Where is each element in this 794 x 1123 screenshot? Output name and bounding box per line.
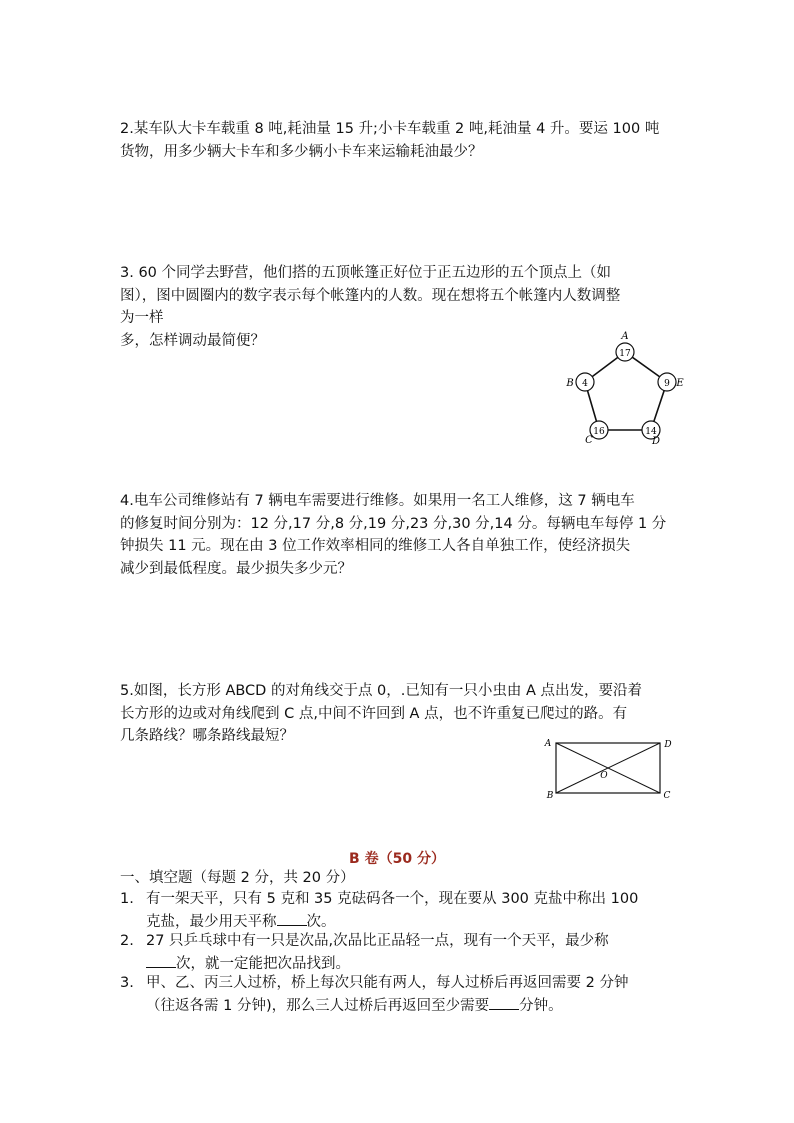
problem-4-line-4: 减少到最低程度。最少损失多少元？ bbox=[120, 560, 352, 577]
item-1-line-2b: 次。 bbox=[306, 913, 336, 930]
tent-c-value: 16 bbox=[593, 427, 605, 437]
item-1-blank[interactable] bbox=[277, 911, 307, 926]
problem-2-line-2: 货物，用多少辆大卡车和多少辆小卡车来运输耗油最少？ bbox=[120, 143, 483, 160]
item-1-number: 1. bbox=[120, 891, 134, 907]
item-2-number: 2. bbox=[120, 933, 134, 949]
problem-2-line-1: 2.某车队大卡车载重 8 吨,耗油量 15 升;小卡车载重 2 吨,耗油量 4 升。要运 100 吨 bbox=[120, 121, 660, 137]
tent-a-value: 17 bbox=[619, 349, 631, 359]
vertex-c-label: C bbox=[585, 435, 593, 445]
problem-3-line-2: 图），图中圆圈内的数字表示每个帐篷内的人数。现在想将五个帐篷内人数调整 bbox=[120, 287, 621, 304]
problem-4-line-1: 4.电车公司维修站有 7 辆电车需要进行维修。如果用一名工人维修，这 7 辆电车 bbox=[120, 493, 635, 509]
item-2-line-1: 27 只乒乓球中有一只是次品,次品比正品轻一点，现有一个天平，最少称 bbox=[146, 933, 609, 949]
problem-5-line-1: 5.如图，长方形 ABCD 的对角线交于点 0，.已知有一只小虫由 A 点出发，要沿着 bbox=[120, 683, 643, 699]
problem-4-line-2: 的修复时间分别为：12 分,17 分,8 分,19 分,23 分,30 分,14 分。每辆电车每停 1 分 bbox=[120, 515, 667, 532]
rectangle-figure bbox=[540, 734, 680, 800]
fill-item-3 bbox=[120, 972, 680, 1017]
fill-item-2 bbox=[120, 930, 680, 975]
problem-4-line-3: 钟损失 11 元。现在由 3 位工作效率相同的维修工人各自单独工作，使经济损失 bbox=[120, 538, 631, 554]
item-3-line-1: 甲、乙、丙三人过桥，桥上每次只能有两人，每人过桥后再返回需要 2 分钟 bbox=[146, 975, 629, 991]
item-3-number: 3. bbox=[120, 975, 134, 991]
point-a-label: A bbox=[544, 739, 552, 749]
point-b-label: B bbox=[546, 791, 554, 800]
vertex-a-label: A bbox=[621, 331, 629, 342]
item-1-line-2a: 克盐，最少用天平称 bbox=[146, 913, 277, 930]
problem-5-line-2: 长方形的边或对角线爬到 C 点,中间不许回到 A 点，也不许重复已爬过的路。有 bbox=[120, 705, 628, 722]
item-2-blank[interactable] bbox=[146, 953, 176, 968]
item-3-line-2a: （往返各需 1 分钟)，那么三人过桥后再返回至少需要 bbox=[146, 997, 490, 1014]
problem-3-line-1: 3. 60 个同学去野营，他们搭的五顶帐篷正好位于正五边形的五个顶点上（如 bbox=[120, 265, 612, 281]
point-o-label: O bbox=[600, 771, 608, 781]
vertex-e-label: E bbox=[676, 378, 684, 389]
point-d-label: D bbox=[664, 740, 672, 750]
item-3-blank[interactable] bbox=[489, 995, 519, 1010]
problem-2 bbox=[120, 118, 680, 163]
tent-e-value: 9 bbox=[664, 379, 670, 389]
section-b-subtitle: 一、填空题（每题 2 分，共 20 分） bbox=[120, 870, 355, 886]
problem-3-line-4: 多，怎样调动最简便？ bbox=[120, 332, 265, 349]
problem-5-line-3: 几条路线？哪条路线最短？ bbox=[120, 728, 294, 744]
vertex-d-label: D bbox=[651, 436, 661, 445]
item-2-line-2b: 次，就一定能把次品找到。 bbox=[176, 955, 350, 972]
problem-3-line-3: 为一样 bbox=[120, 310, 164, 326]
item-1-line-1: 有一架天平，只有 5 克和 35 克砝码各一个，现在要从 300 克盐中称出 100 bbox=[146, 891, 639, 907]
tent-d-value: 14 bbox=[645, 427, 657, 437]
pentagon-figure bbox=[555, 330, 695, 445]
fill-item-1 bbox=[120, 888, 680, 933]
point-c-label: C bbox=[663, 791, 671, 800]
item-3-line-2b: 分钟。 bbox=[519, 997, 563, 1014]
problem-4 bbox=[120, 490, 680, 580]
vertex-b-label: B bbox=[566, 378, 574, 389]
section-b-title: B 卷（50 分） bbox=[349, 851, 445, 867]
pentagon-shape bbox=[585, 352, 667, 430]
tent-b-value: 4 bbox=[582, 379, 588, 389]
